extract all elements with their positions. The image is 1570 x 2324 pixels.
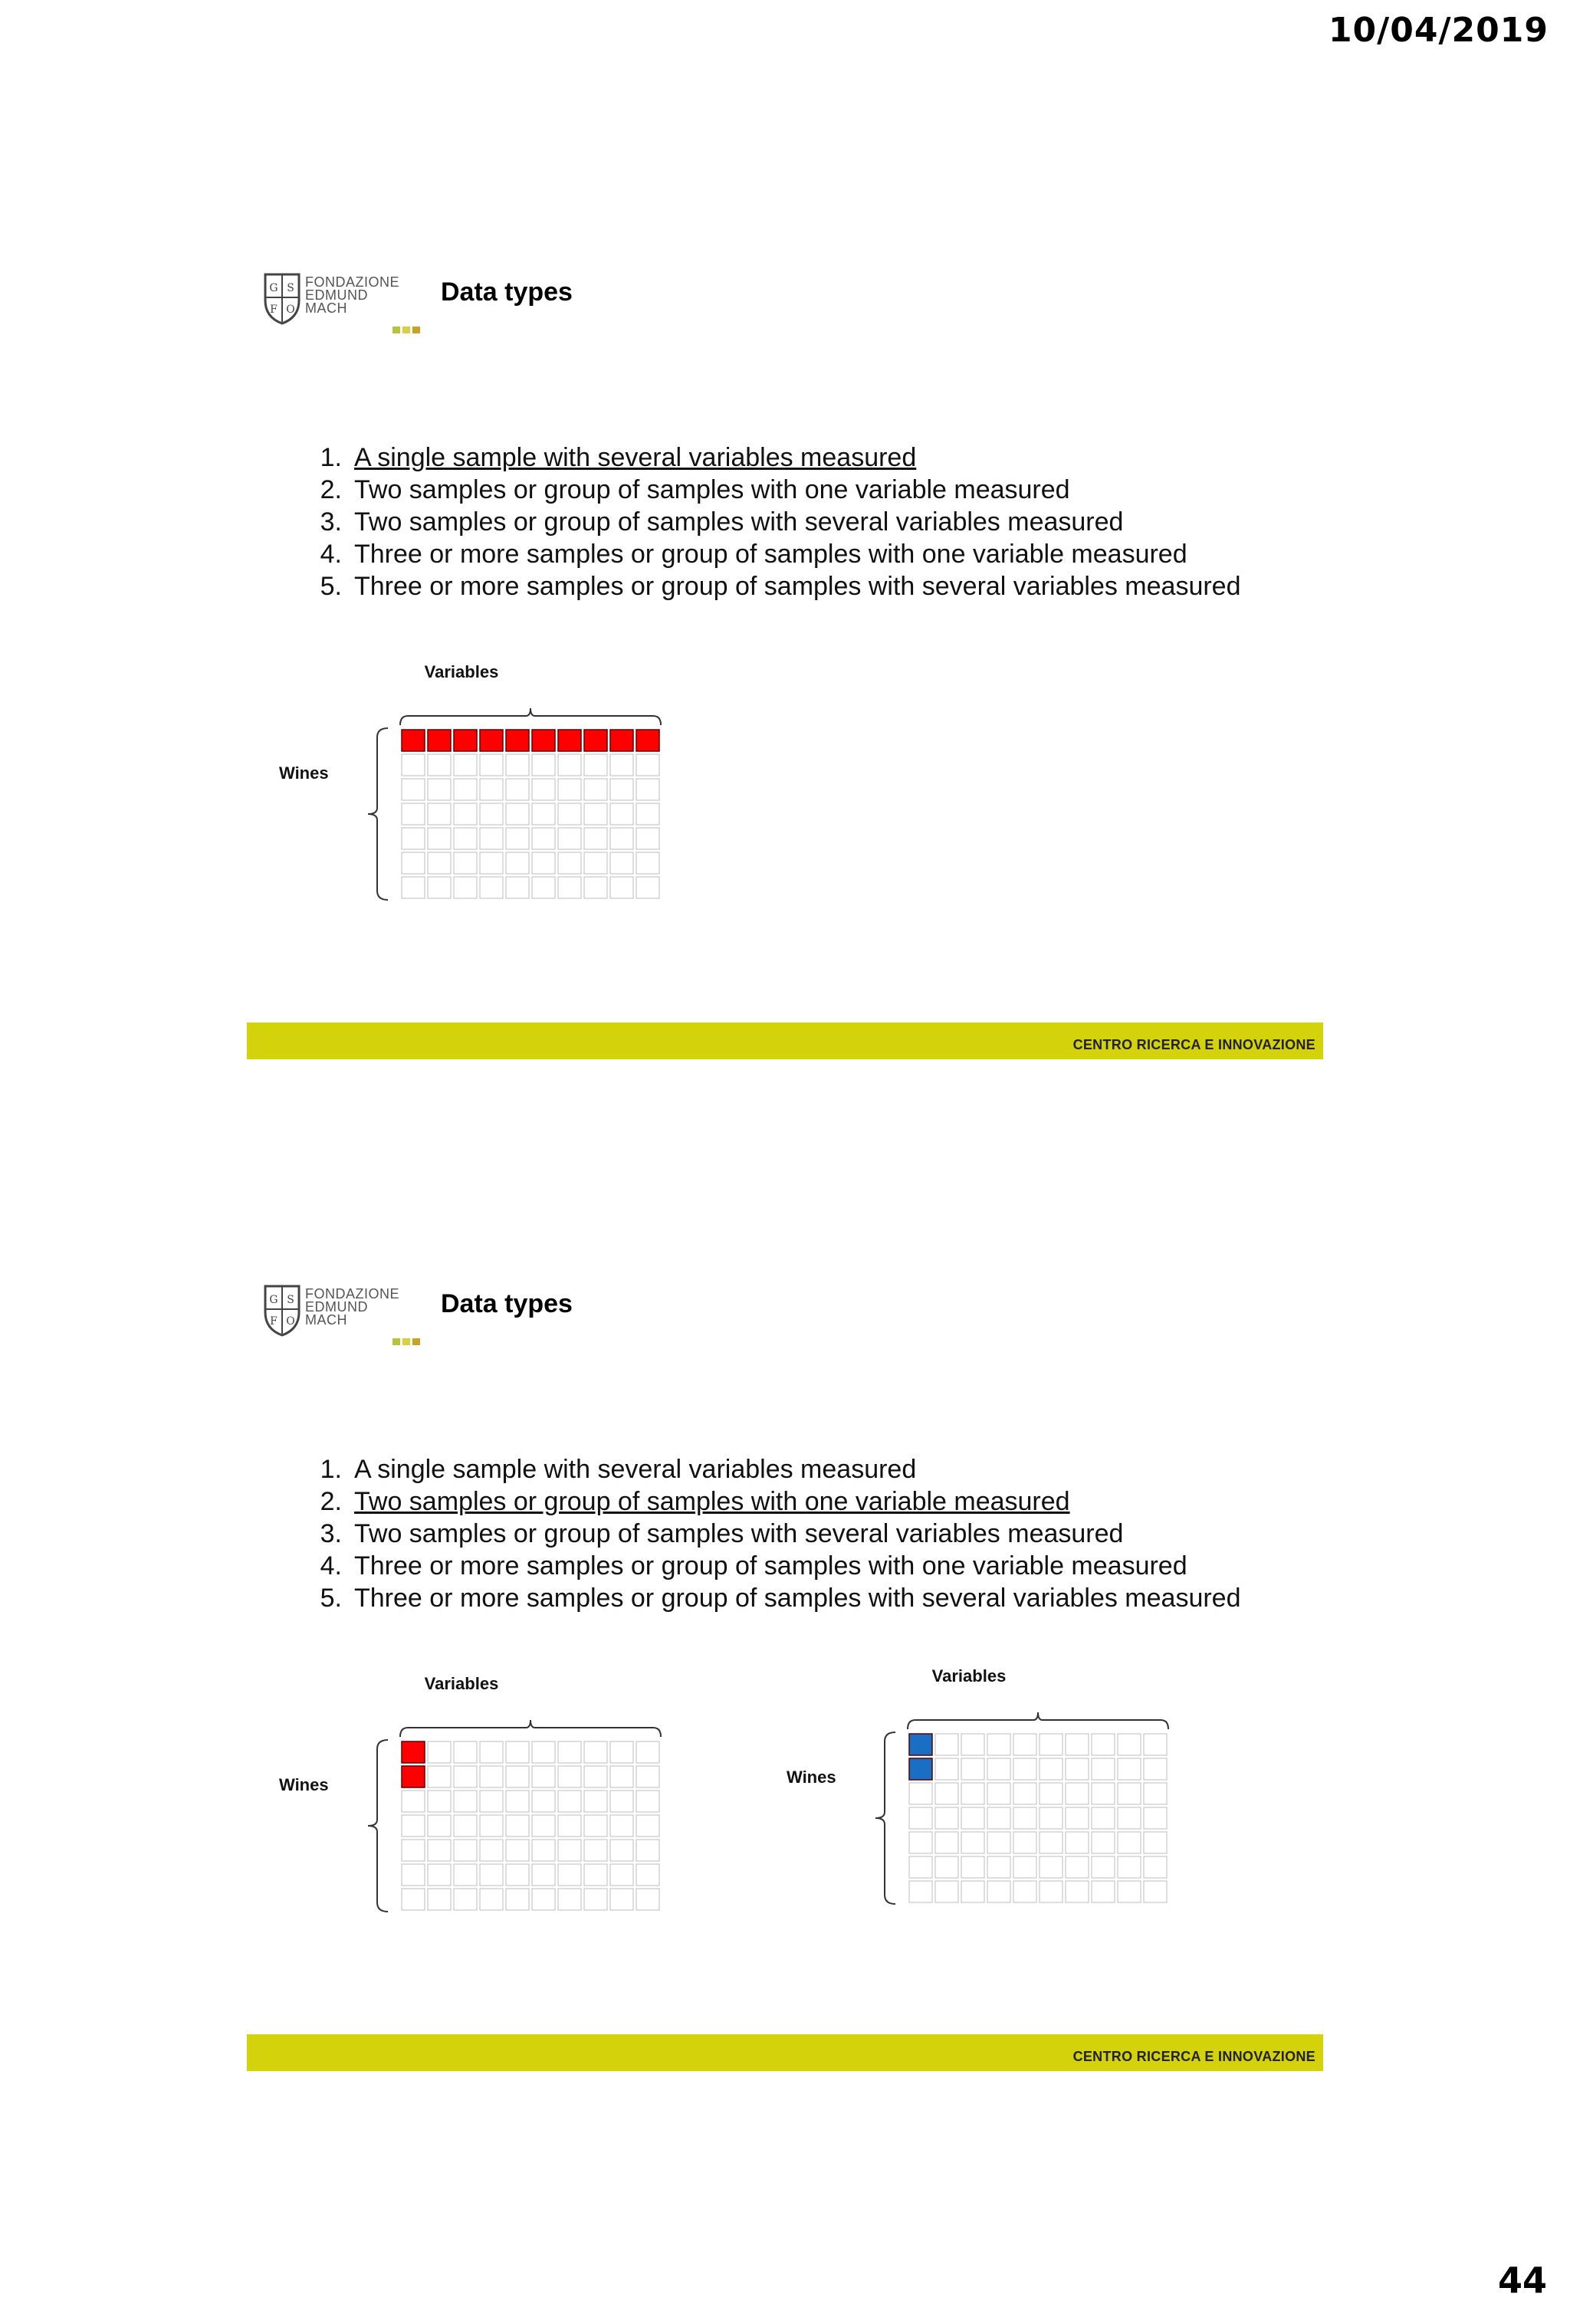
matrix-cell <box>558 803 581 825</box>
matrix-cell <box>636 1766 659 1787</box>
logo-wordmark <box>305 276 399 315</box>
logo-line-2: EDMUND <box>305 287 368 303</box>
matrix-cell <box>987 1807 1010 1829</box>
matrix-cell <box>532 1791 555 1812</box>
list-item-number: 3. <box>320 507 342 537</box>
matrix-cell <box>480 1741 503 1763</box>
wines-brace <box>875 1732 895 1904</box>
matrix-cell <box>1092 1832 1115 1853</box>
matrix-cell <box>1118 1832 1141 1853</box>
svg-text:F: F <box>270 304 278 316</box>
svg-text:G: G <box>269 1294 278 1306</box>
matrix-cell <box>402 1864 425 1886</box>
matrix-cell <box>636 779 659 800</box>
svg-text:G: G <box>269 282 278 294</box>
list-item-text: Three or more samples or group of samples with one variable measured <box>354 540 1187 569</box>
data-matrix-diagram <box>278 1671 599 1870</box>
logo-square <box>402 1338 410 1345</box>
matrix-cell <box>558 1815 581 1837</box>
matrix-cell <box>480 1766 503 1787</box>
highlighted-cell <box>506 730 529 751</box>
fem-crest-icon <box>262 270 302 325</box>
matrix-cell <box>1066 1758 1089 1780</box>
matrix-cell <box>636 1889 659 1910</box>
matrix-cell <box>480 1864 503 1886</box>
matrix-cell <box>428 1815 451 1837</box>
wines-label: Wines <box>787 1768 836 1787</box>
matrix-cell <box>584 754 607 776</box>
matrix-cell <box>480 828 503 849</box>
matrix-cell <box>532 1815 555 1837</box>
matrix-cell <box>558 1791 581 1812</box>
matrix-cell <box>454 1741 477 1763</box>
matrix-cell <box>987 1734 1010 1755</box>
matrix-cell <box>610 1766 633 1787</box>
matrix-cell <box>1092 1881 1115 1902</box>
matrix-cell <box>987 1856 1010 1878</box>
matrix-cell <box>610 779 633 800</box>
matrix-cell <box>935 1881 958 1902</box>
matrix-cell <box>532 803 555 825</box>
list-item <box>301 570 1241 602</box>
matrix-cell <box>610 1864 633 1886</box>
matrix-cell <box>506 803 529 825</box>
matrix-cell <box>506 754 529 776</box>
list-item-number: 1. <box>320 1455 342 1484</box>
logo-square <box>412 1338 420 1345</box>
list-item <box>301 1582 1241 1614</box>
matrix-cell <box>532 1741 555 1763</box>
matrix-cell <box>428 1791 451 1812</box>
svg-text:S: S <box>287 282 294 294</box>
matrix-cell <box>428 828 451 849</box>
matrix-grid <box>278 659 599 858</box>
matrix-cell <box>532 754 555 776</box>
matrix-cell <box>584 1840 607 1861</box>
logo-square <box>392 1338 400 1345</box>
svg-text:F: F <box>270 1315 278 1328</box>
matrix-cell <box>454 1864 477 1886</box>
matrix-cell <box>480 1815 503 1837</box>
matrix-cell <box>584 1889 607 1910</box>
matrix-cell <box>610 1889 633 1910</box>
matrix-cell <box>506 877 529 898</box>
list-item <box>301 506 1241 538</box>
logo-wordmark <box>305 1288 399 1327</box>
matrix-cell <box>532 852 555 874</box>
logo-line-3: MACH <box>305 1312 347 1328</box>
matrix-cell <box>584 1864 607 1886</box>
logo-squares <box>392 1338 420 1345</box>
matrix-cell <box>909 1783 932 1804</box>
matrix-cell <box>1092 1758 1115 1780</box>
logo-line-2: EDMUND <box>305 1299 368 1315</box>
matrix-cell <box>428 1840 451 1861</box>
matrix-cell <box>558 779 581 800</box>
matrix-cell <box>506 828 529 849</box>
matrix-cell <box>1092 1807 1115 1829</box>
list-item-text: Two samples or group of samples with several variables measured <box>354 507 1124 537</box>
list-item-number: 2. <box>320 1487 342 1516</box>
matrix-cell <box>987 1758 1010 1780</box>
wines-label: Wines <box>279 763 329 783</box>
matrix-cell <box>610 754 633 776</box>
matrix-cell <box>909 1832 932 1853</box>
matrix-cell <box>961 1807 984 1829</box>
matrix-cell <box>480 1791 503 1812</box>
highlighted-cell <box>610 730 633 751</box>
matrix-cell <box>506 779 529 800</box>
matrix-cell <box>1013 1807 1036 1829</box>
list-item <box>301 474 1241 506</box>
matrix-cell <box>1040 1783 1063 1804</box>
matrix-cell <box>532 828 555 849</box>
matrix-cell <box>610 877 633 898</box>
matrix-cell <box>935 1758 958 1780</box>
highlighted-cell <box>532 730 555 751</box>
matrix-cell <box>480 779 503 800</box>
matrix-cell <box>480 754 503 776</box>
matrix-cell <box>636 1864 659 1886</box>
matrix-cell <box>1118 1783 1141 1804</box>
matrix-cell <box>558 852 581 874</box>
matrix-cell <box>1066 1783 1089 1804</box>
logo-squares <box>392 327 420 333</box>
matrix-cell <box>1066 1832 1089 1853</box>
matrix-cell <box>961 1856 984 1878</box>
matrix-cell <box>935 1832 958 1853</box>
matrix-cell <box>909 1856 932 1878</box>
matrix-cell <box>558 754 581 776</box>
matrix-cell <box>1013 1734 1036 1755</box>
matrix-cell <box>402 1791 425 1812</box>
matrix-cell <box>935 1783 958 1804</box>
highlighted-cell <box>402 1766 425 1787</box>
matrix-cell <box>961 1783 984 1804</box>
matrix-cell <box>402 779 425 800</box>
list-item <box>301 1485 1241 1518</box>
svg-text:S: S <box>287 1294 294 1306</box>
matrix-cell <box>454 779 477 800</box>
matrix-cell <box>584 1815 607 1837</box>
list-item <box>301 538 1241 570</box>
matrix-cell <box>1013 1783 1036 1804</box>
list-item <box>301 1550 1241 1582</box>
matrix-cell <box>1040 1758 1063 1780</box>
matrix-cell <box>610 1791 633 1812</box>
matrix-cell <box>636 877 659 898</box>
matrix-cell <box>402 803 425 825</box>
list-item-text: Two samples or group of samples with one variable measured <box>354 475 1070 504</box>
matrix-cell <box>558 1766 581 1787</box>
matrix-cell <box>1040 1832 1063 1853</box>
matrix-cell <box>506 1791 529 1812</box>
matrix-cell <box>909 1881 932 1902</box>
footer-text: CENTRO RICERCA E INNOVAZIONE <box>1072 1037 1315 1052</box>
svg-text:O: O <box>286 304 295 316</box>
matrix-cell <box>935 1856 958 1878</box>
matrix-cell <box>454 1889 477 1910</box>
matrix-cell <box>1066 1856 1089 1878</box>
matrix-cell <box>558 1889 581 1910</box>
matrix-cell <box>636 1815 659 1837</box>
highlighted-cell <box>480 730 503 751</box>
matrix-cell <box>506 1766 529 1787</box>
list-item-text: A single sample with several variables measured <box>354 443 917 472</box>
footer-bar <box>247 2034 1323 2071</box>
matrix-cell <box>1144 1832 1167 1853</box>
matrix-cell <box>506 1741 529 1763</box>
matrix-cell <box>454 828 477 849</box>
matrix-cell <box>636 852 659 874</box>
matrix-cell <box>428 1766 451 1787</box>
matrix-cell <box>961 1832 984 1853</box>
highlighted-cell <box>558 730 581 751</box>
highlighted-cell <box>909 1734 932 1755</box>
matrix-cell <box>636 1741 659 1763</box>
highlighted-cell <box>402 730 425 751</box>
matrix-cell <box>532 1766 555 1787</box>
matrix-cell <box>428 1741 451 1763</box>
matrix-cell <box>584 1791 607 1812</box>
slide-2 <box>247 1257 1323 2071</box>
matrix-cell <box>584 1741 607 1763</box>
fem-logo <box>262 270 415 331</box>
variables-brace <box>400 708 661 725</box>
svg-text:O: O <box>286 1315 295 1328</box>
matrix-cell <box>935 1734 958 1755</box>
matrix-cell <box>636 1791 659 1812</box>
matrix-cell <box>1066 1734 1089 1755</box>
matrix-cell <box>1066 1881 1089 1902</box>
matrix-cell <box>454 1791 477 1812</box>
matrix-cell <box>1040 1807 1063 1829</box>
matrix-cell <box>506 1864 529 1886</box>
footer-text: CENTRO RICERCA E INNOVAZIONE <box>1072 2049 1315 2064</box>
list-item <box>301 1518 1241 1550</box>
matrix-cell <box>1040 1881 1063 1902</box>
logo-square <box>392 327 400 333</box>
data-types-list <box>301 441 1241 602</box>
matrix-cell <box>909 1807 932 1829</box>
matrix-cell <box>1066 1807 1089 1829</box>
matrix-cell <box>532 1864 555 1886</box>
matrix-cell <box>1013 1881 1036 1902</box>
matrix-cell <box>610 1741 633 1763</box>
footer-bar <box>247 1022 1323 1059</box>
list-item-number: 3. <box>320 1519 342 1548</box>
matrix-cell <box>1144 1856 1167 1878</box>
matrix-cell <box>961 1881 984 1902</box>
matrix-cell <box>480 803 503 825</box>
matrix-cell <box>1118 1758 1141 1780</box>
matrix-cell <box>532 779 555 800</box>
list-item-text: Two samples or group of samples with one variable measured <box>354 1487 1070 1516</box>
data-types-list <box>301 1453 1241 1614</box>
matrix-cell <box>506 1840 529 1861</box>
wines-label: Wines <box>279 1775 329 1794</box>
matrix-cell <box>558 877 581 898</box>
matrix-cell <box>506 1889 529 1910</box>
matrix-cell <box>558 1741 581 1763</box>
matrix-cell <box>402 1889 425 1910</box>
list-item-text: A single sample with several variables measured <box>354 1455 917 1484</box>
matrix-cell <box>480 877 503 898</box>
slide-1 <box>247 245 1323 1059</box>
matrix-cell <box>506 1815 529 1837</box>
matrix-cell <box>935 1807 958 1829</box>
fem-logo <box>262 1282 415 1343</box>
matrix-cell <box>961 1734 984 1755</box>
matrix-cell <box>1013 1758 1036 1780</box>
matrix-cell <box>506 852 529 874</box>
matrix-cell <box>987 1881 1010 1902</box>
matrix-cell <box>402 1815 425 1837</box>
list-item-number: 4. <box>320 540 342 569</box>
list-item-text: Three or more samples or group of samples with one variable measured <box>354 1551 1187 1581</box>
highlighted-cell <box>636 730 659 751</box>
matrix-cell <box>532 1889 555 1910</box>
matrix-cell <box>1040 1856 1063 1878</box>
matrix-cell <box>1144 1758 1167 1780</box>
list-item <box>301 1453 1241 1485</box>
matrix-cell <box>558 1840 581 1861</box>
wines-brace <box>368 728 388 900</box>
matrix-cell <box>1144 1881 1167 1902</box>
matrix-cell <box>1118 1856 1141 1878</box>
matrix-cell <box>584 803 607 825</box>
fem-crest-icon <box>262 1282 302 1337</box>
matrix-cell <box>402 852 425 874</box>
matrix-cell <box>1092 1856 1115 1878</box>
slide-title: Data types <box>441 277 573 307</box>
matrix-cell <box>454 1766 477 1787</box>
matrix-cell <box>428 877 451 898</box>
list-item-text: Three or more samples or group of samples with several variables measured <box>354 1584 1241 1613</box>
matrix-cell <box>1092 1734 1115 1755</box>
matrix-cell <box>558 828 581 849</box>
matrix-cell <box>636 803 659 825</box>
matrix-grid <box>785 1663 1107 1863</box>
list-item-number: 5. <box>320 572 342 601</box>
matrix-cell <box>610 828 633 849</box>
matrix-cell <box>1118 1807 1141 1829</box>
matrix-cell <box>987 1783 1010 1804</box>
matrix-cell <box>636 754 659 776</box>
matrix-cell <box>402 1840 425 1861</box>
matrix-cell <box>610 1840 633 1861</box>
list-item-text: Three or more samples or group of samples with several variables measured <box>354 572 1241 601</box>
highlighted-cell <box>584 730 607 751</box>
matrix-cell <box>480 852 503 874</box>
highlighted-cell <box>454 730 477 751</box>
matrix-cell <box>558 1864 581 1886</box>
matrix-cell <box>1040 1734 1063 1755</box>
list-item-number: 4. <box>320 1551 342 1581</box>
matrix-cell <box>584 852 607 874</box>
matrix-cell <box>1092 1783 1115 1804</box>
page-date: 10/04/2019 <box>1328 11 1549 50</box>
matrix-cell <box>610 1815 633 1837</box>
matrix-cell <box>428 852 451 874</box>
variables-label: Variables <box>931 1666 1007 1686</box>
matrix-cell <box>584 828 607 849</box>
data-matrix-diagram <box>278 659 599 858</box>
matrix-cell <box>428 1864 451 1886</box>
matrix-cell <box>480 1889 503 1910</box>
matrix-grid <box>278 1671 599 1870</box>
highlighted-cell <box>428 730 451 751</box>
matrix-cell <box>584 1766 607 1787</box>
matrix-cell <box>1144 1807 1167 1829</box>
matrix-cell <box>1118 1881 1141 1902</box>
page-number: 44 <box>1497 2260 1547 2301</box>
matrix-cell <box>454 754 477 776</box>
logo-line-1: FONDAZIONE <box>305 274 400 290</box>
matrix-cell <box>428 803 451 825</box>
matrix-cell <box>610 852 633 874</box>
matrix-cell <box>1144 1734 1167 1755</box>
list-item-number: 1. <box>320 443 342 472</box>
matrix-cell <box>454 803 477 825</box>
matrix-cell <box>454 877 477 898</box>
slide-title: Data types <box>441 1289 573 1318</box>
matrix-cell <box>636 1840 659 1861</box>
logo-square <box>412 327 420 333</box>
matrix-cell <box>532 877 555 898</box>
highlighted-cell <box>402 1741 425 1763</box>
matrix-cell <box>1013 1856 1036 1878</box>
variables-label: Variables <box>424 1674 499 1693</box>
logo-line-1: FONDAZIONE <box>305 1286 400 1302</box>
matrix-cell <box>584 877 607 898</box>
variables-brace <box>400 1720 661 1737</box>
matrix-cell <box>454 852 477 874</box>
matrix-cell <box>454 1815 477 1837</box>
list-item <box>301 441 1241 474</box>
wines-brace <box>368 1740 388 1912</box>
matrix-cell <box>610 803 633 825</box>
variables-brace <box>908 1712 1168 1729</box>
matrix-cell <box>1144 1783 1167 1804</box>
matrix-cell <box>428 779 451 800</box>
matrix-cell <box>987 1832 1010 1853</box>
highlighted-cell <box>909 1758 932 1780</box>
matrix-cell <box>532 1840 555 1861</box>
list-item-number: 2. <box>320 475 342 504</box>
matrix-cell <box>402 877 425 898</box>
matrix-cell <box>636 828 659 849</box>
list-item-text: Two samples or group of samples with several variables measured <box>354 1519 1124 1548</box>
matrix-cell <box>402 754 425 776</box>
matrix-cell <box>428 1889 451 1910</box>
data-matrix-diagram <box>785 1663 1107 1863</box>
matrix-cell <box>428 754 451 776</box>
matrix-cell <box>454 1840 477 1861</box>
matrix-cell <box>584 779 607 800</box>
logo-line-3: MACH <box>305 300 347 316</box>
matrix-cell <box>480 1840 503 1861</box>
list-item-number: 5. <box>320 1584 342 1613</box>
matrix-cell <box>1013 1832 1036 1853</box>
logo-square <box>402 327 410 333</box>
matrix-cell <box>961 1758 984 1780</box>
matrix-cell <box>402 828 425 849</box>
matrix-cell <box>1118 1734 1141 1755</box>
variables-label: Variables <box>424 662 499 681</box>
